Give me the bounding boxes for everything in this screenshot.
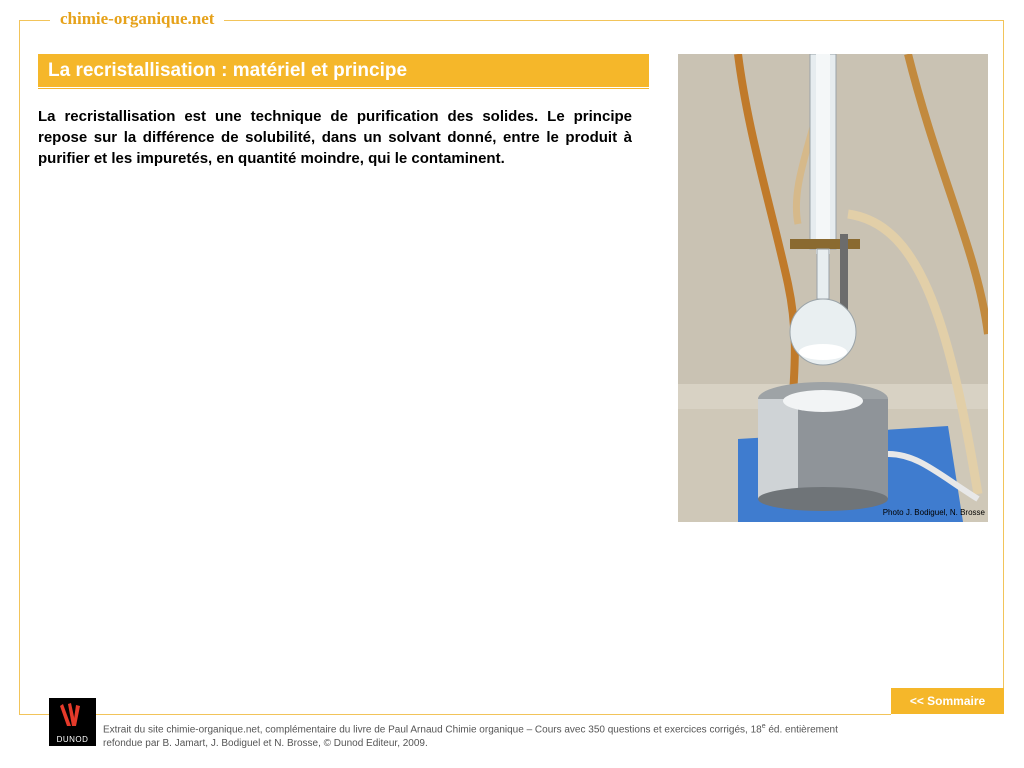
site-title: chimie-organique.net bbox=[50, 9, 224, 29]
sommaire-button[interactable] bbox=[891, 688, 1004, 714]
slide-title: La recristallisation : matériel et principe bbox=[48, 60, 408, 81]
slide-header bbox=[38, 54, 649, 87]
recrystallization-apparatus-photo bbox=[678, 54, 988, 522]
footer-line1-end: éd. entièrement bbox=[765, 724, 838, 736]
dunod-logo bbox=[49, 698, 96, 746]
photo-credit: Photo J. Bodiguel, N. Brosse bbox=[882, 508, 985, 517]
sommaire-label: << Sommaire bbox=[909, 694, 986, 708]
slide-body-text: La recristallisation est une technique de purification des solides. Le principe repose sur la différence de solubilité, dans un solvant donné, entre le produit à purifier et les impuretés, en quantité moindre, qui le contaminent. bbox=[38, 108, 632, 167]
footer-edition-sup: e bbox=[761, 723, 766, 730]
apparatus-illustration bbox=[678, 54, 988, 522]
dunod-logo-icon bbox=[49, 698, 96, 734]
footer-line2: refondue par B. Jamart, J. Bodiguel et N. Brosse, © Dunod Editeur, 2009. bbox=[103, 738, 428, 750]
logo-text: DUNOD bbox=[56, 735, 89, 744]
footer-line1-start: Extrait du site chimie-organique.net, complémentaire du livre de Paul Arnaud Chimie organique – Cours avec 350 questions et exercices corrigés, 18 bbox=[103, 724, 762, 736]
header-underline bbox=[38, 88, 649, 89]
footer-credit bbox=[103, 720, 983, 751]
bottom-divider bbox=[19, 714, 891, 715]
